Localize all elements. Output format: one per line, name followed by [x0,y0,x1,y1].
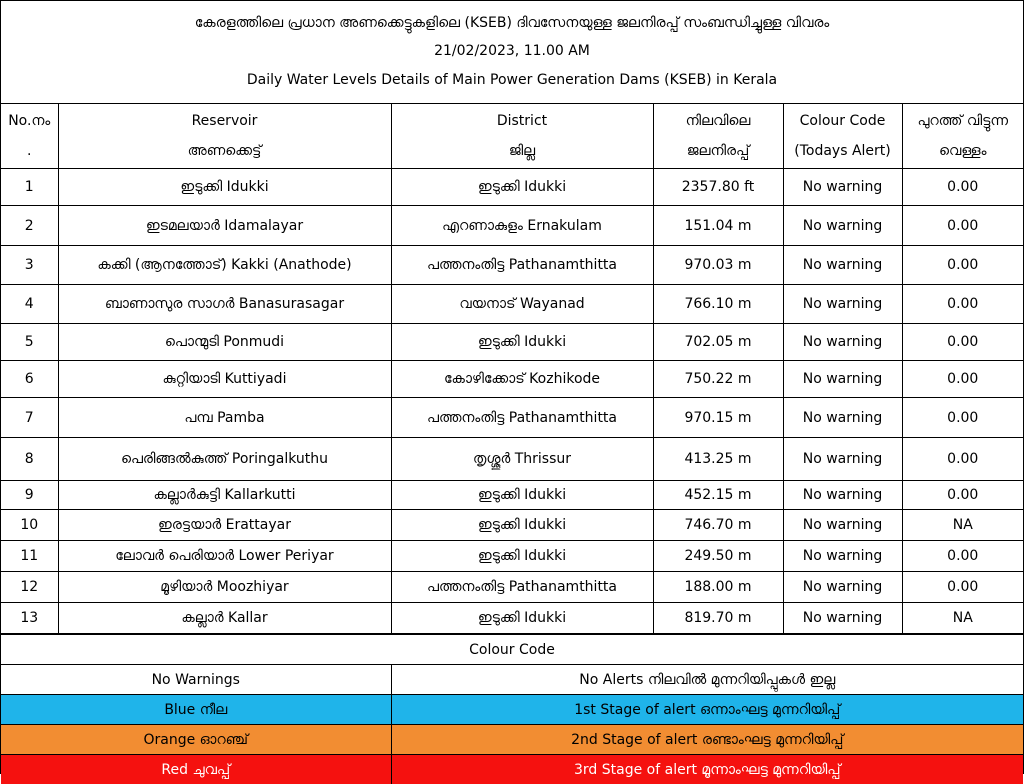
cell-district: വയനാട് Wayanad [391,285,653,324]
cell-district: കോഴിക്കോട് Kozhikode [391,361,653,398]
table-row [1,361,1023,398]
cell-no: 12 [1,572,58,603]
cell-alert: No warning [783,246,902,285]
legend-row-orange [1,725,1023,755]
cell-level: 188.00 m [653,572,783,603]
legend-desc: 2nd Stage of alert രണ്ടാംഘട്ട മുന്നറിയിപ്പ് [391,725,1023,755]
col-header-no: No.നം . [1,104,58,169]
cell-reservoir: ഇരട്ടയാർ Erattayar [58,510,391,541]
cell-no: 1 [1,169,58,206]
cell-released-water: NA [902,510,1023,541]
cell-released-water: 0.00 [902,246,1023,285]
cell-reservoir: ഇടമലയാർ Idamalayar [58,206,391,246]
cell-reservoir: പമ്പ Pamba [58,398,391,438]
report-header [1,1,1023,104]
cell-no: 6 [1,361,58,398]
legend-desc: 1st Stage of alert ഒന്നാംഘട്ട മുന്നറിയിപ്പ് [391,695,1023,725]
col-header-level: നിലവിലെ ജലനിരപ്പ് [653,104,783,169]
legend-row-blue [1,695,1023,725]
table-row [1,169,1023,206]
cell-released-water: 0.00 [902,438,1023,481]
cell-released-water: 0.00 [902,206,1023,246]
cell-released-water: 0.00 [902,398,1023,438]
cell-alert: No warning [783,361,902,398]
legend-desc: 3rd Stage of alert മൂന്നാംഘട്ട മുന്നറിയിപ്പ് [391,755,1023,784]
cell-level: 2357.80 ft [653,169,783,206]
table-row [1,572,1023,603]
cell-released-water: 0.00 [902,361,1023,398]
cell-reservoir: പെരിങ്ങൽകുത്ത് Poringalkuthu [58,438,391,481]
legend-title: Colour Code [1,635,1023,665]
cell-reservoir: മൂഴിയാർ Moozhiyar [58,572,391,603]
report-date: 21/02/2023, 11.00 AM [1,31,1023,59]
cell-no: 9 [1,481,58,510]
cell-district: തൃശ്ശൂർ Thrissur [391,438,653,481]
cell-reservoir: ബാണാസുര സാഗർ Banasurasagar [58,285,391,324]
cell-reservoir: കല്ലാർ Kallar [58,603,391,634]
cell-district: ഇടുക്കി Idukki [391,510,653,541]
cell-alert: No warning [783,206,902,246]
cell-level: 970.15 m [653,398,783,438]
cell-released-water: 0.00 [902,285,1023,324]
cell-district: പത്തനംതിട്ട Pathanamthitta [391,398,653,438]
cell-released-water: NA [902,603,1023,634]
legend-name: Red ചുവപ്പ് [1,755,391,784]
cell-level: 249.50 m [653,541,783,572]
cell-district: ഇടുക്കി Idukki [391,541,653,572]
cell-district: പത്തനംതിട്ട Pathanamthitta [391,246,653,285]
table-row [1,246,1023,285]
cell-district: ഇടുക്കി Idukki [391,481,653,510]
cell-alert: No warning [783,541,902,572]
cell-district: എറണാകുളം Ernakulam [391,206,653,246]
legend-row-red [1,755,1023,784]
cell-released-water: 0.00 [902,481,1023,510]
cell-level: 151.04 m [653,206,783,246]
cell-level: 413.25 m [653,438,783,481]
table-row [1,206,1023,246]
cell-reservoir: പൊന്മുടി Ponmudi [58,324,391,361]
cell-level: 819.70 m [653,603,783,634]
cell-released-water: 0.00 [902,169,1023,206]
cell-released-water: 0.00 [902,324,1023,361]
cell-alert: No warning [783,324,902,361]
cell-level: 750.22 m [653,361,783,398]
table-row [1,324,1023,361]
title-malayalam: കേരളത്തിലെ പ്രധാന അണക്കെട്ടുകളിലെ (KSEB) ദിവസേനയുള്ള ജലനിരപ്പ് സംബന്ധിച്ചുള്ള വിവരം [1,1,1023,31]
title-english: Daily Water Levels Details of Main Power Generation Dams (KSEB) in Kerala [1,59,1023,88]
table-row [1,541,1023,572]
cell-no: 7 [1,398,58,438]
legend-name: Orange ഓറഞ്ച് [1,725,391,755]
cell-no: 8 [1,438,58,481]
cell-no: 5 [1,324,58,361]
cell-alert: No warning [783,481,902,510]
dam-levels-table [1,104,1023,634]
table-row [1,398,1023,438]
cell-reservoir: കല്ലാർകുട്ടി Kallarkutti [58,481,391,510]
cell-alert: No warning [783,438,902,481]
cell-district: ഇടുക്കി Idukki [391,603,653,634]
table-header-row [1,104,1023,169]
legend-row-no-warnings [1,665,1023,695]
table-row [1,603,1023,634]
legend-desc: No Alerts നിലവിൽ മുന്നറിയിപ്പുകൾ ഇല്ല [391,665,1023,695]
cell-reservoir: ഇടുക്കി Idukki [58,169,391,206]
cell-alert: No warning [783,169,902,206]
legend-name: Blue നീല [1,695,391,725]
col-header-district: District ജില്ല [391,104,653,169]
cell-no: 11 [1,541,58,572]
cell-level: 702.05 m [653,324,783,361]
cell-level: 766.10 m [653,285,783,324]
cell-no: 3 [1,246,58,285]
col-header-colour-code: Colour Code (Todays Alert) [783,104,902,169]
cell-released-water: 0.00 [902,541,1023,572]
cell-district: പത്തനംതിട്ട Pathanamthitta [391,572,653,603]
colour-code-legend [1,634,1023,784]
cell-reservoir: കക്കി (ആനത്തോട്) Kakki (Anathode) [58,246,391,285]
cell-alert: No warning [783,572,902,603]
table-row [1,285,1023,324]
cell-no: 13 [1,603,58,634]
cell-level: 452.15 m [653,481,783,510]
cell-district: ഇടുക്കി Idukki [391,324,653,361]
cell-reservoir: കുറ്റിയാടി Kuttiyadi [58,361,391,398]
col-header-reservoir: Reservoir അണക്കെട്ട് [58,104,391,169]
cell-district: ഇടുക്കി Idukki [391,169,653,206]
cell-no: 2 [1,206,58,246]
cell-no: 10 [1,510,58,541]
cell-reservoir: ലോവർ പെരിയാർ Lower Periyar [58,541,391,572]
cell-alert: No warning [783,603,902,634]
table-row [1,438,1023,481]
cell-level: 746.70 m [653,510,783,541]
cell-alert: No warning [783,285,902,324]
col-header-released-water: പുറത്ത് വിട്ടുന്ന വെള്ളം [902,104,1023,169]
table-row [1,481,1023,510]
cell-alert: No warning [783,398,902,438]
legend-name: No Warnings [1,665,391,695]
cell-level: 970.03 m [653,246,783,285]
cell-released-water: 0.00 [902,572,1023,603]
table-row [1,510,1023,541]
cell-alert: No warning [783,510,902,541]
cell-no: 4 [1,285,58,324]
